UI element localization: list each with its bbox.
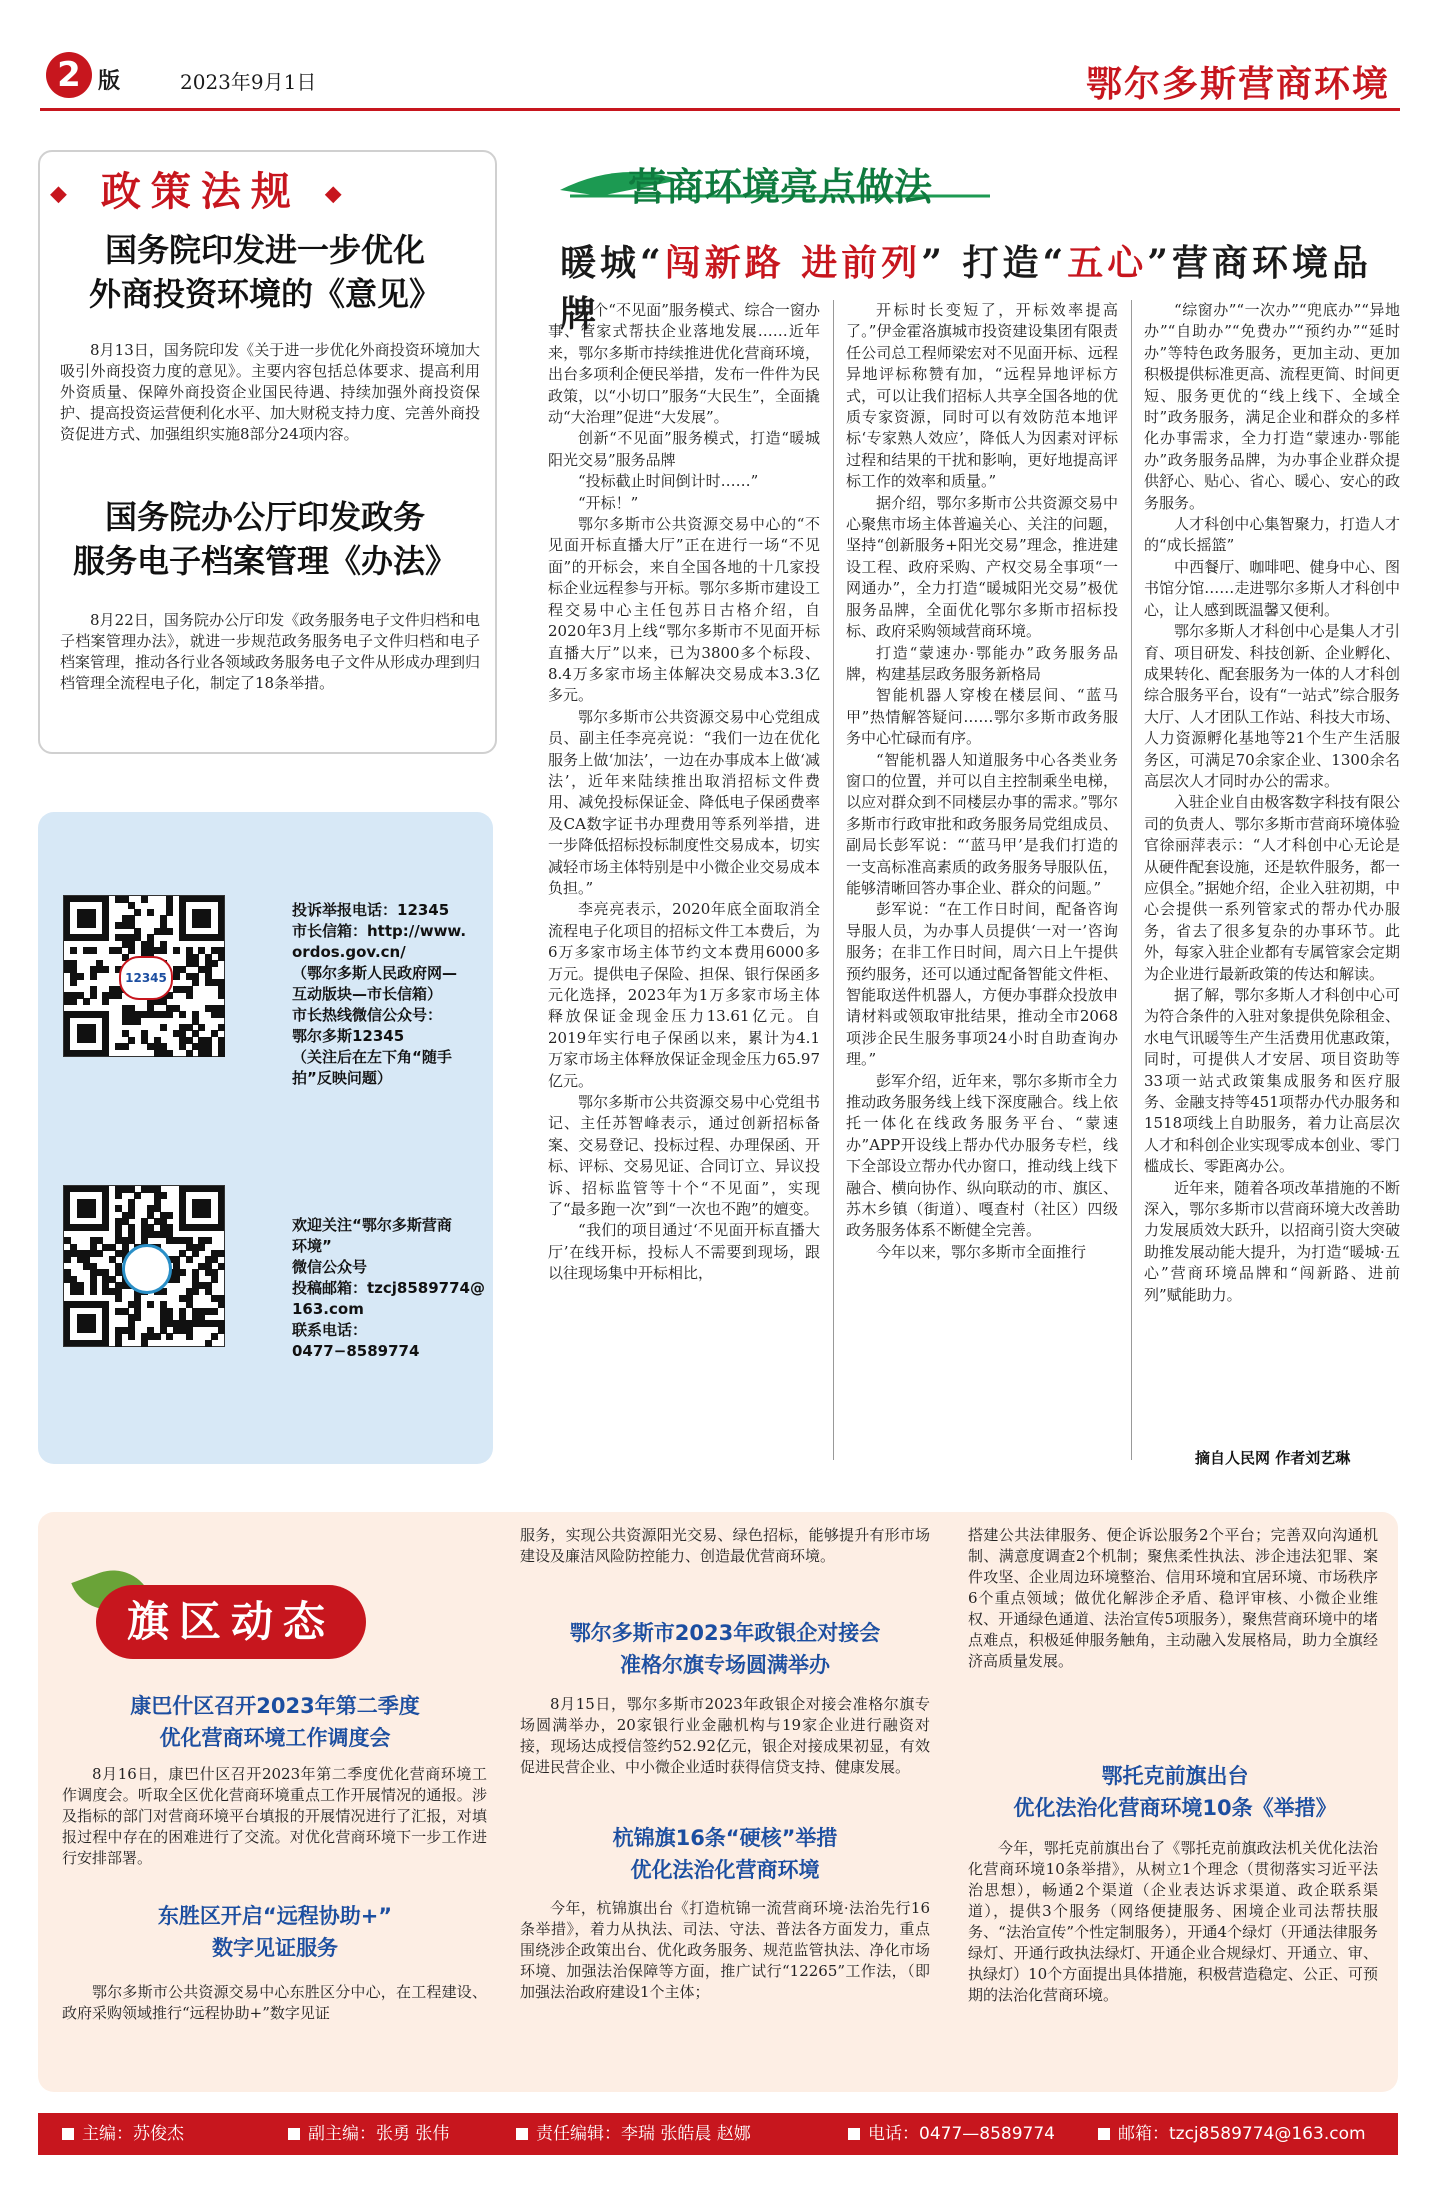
qiqu-mid-continued: 服务，实现公共资源阳光交易、绿色招标，能够提升有形市场建设及廉洁风险防控能力、创造最优营商环境。 — [520, 1526, 930, 1565]
qr-module — [96, 1250, 103, 1257]
qr-module — [134, 909, 141, 916]
qr-module — [166, 1011, 173, 1018]
qr-module — [90, 947, 97, 954]
qr-module — [70, 998, 77, 1005]
qr-finder — [77, 1024, 96, 1043]
qr-module — [173, 1276, 180, 1283]
page-header — [40, 52, 1400, 110]
paragraph: 创新“不见面”服务模式，打造“暖城阳光交易”服务品牌 — [548, 429, 820, 469]
qr-module — [128, 947, 135, 954]
qr-module — [205, 1237, 212, 1244]
qr-module — [218, 1024, 225, 1031]
qr-finder — [77, 1199, 96, 1218]
qr-module — [147, 909, 154, 916]
paragraph: “综窗办”“一次办”“兜底办”“异地办”“自助办”“免费办”“预约办”“延时办”等特色政务服务，更加主动、更加积极提供标准更高、流程更简、时间更短、服务更优的“线上线下、全域全时”政务服务，满足企业和群众的多样化办事需求，全力打造“蒙速办·鄂能办”政务服务品牌，为办事企业群众提供舒心、贴心、省心、暖心、安心的政务服务。 — [1144, 301, 1400, 512]
paragraph: 彭军介绍，近年来，鄂尔多斯市全力推动政务服务线上线下深度融合。线上依托一体化在线政务服务平台、“蒙速办”APP开设线上帮办代办服务专栏，线下全部设立帮办代办窗口，推动线上线下融合、横向协作、纵向联动的市、旗区、苏木乡镇（街道）、嘎查村（社区）四级政务服务体系不断健全完善。 — [846, 1071, 1118, 1240]
qr-module — [211, 1333, 218, 1340]
feature-headline: 暖城“闯新路 进前列” 打造“五心”营商环境品牌 — [560, 242, 1372, 335]
qr-module — [70, 947, 77, 954]
qr-module — [218, 1250, 225, 1257]
square-icon — [516, 2128, 528, 2140]
feature-banner-title: 营商环境亮点做法 — [628, 164, 933, 209]
qr-module — [173, 947, 180, 954]
column-divider — [1131, 300, 1132, 1460]
qr-module — [198, 1024, 205, 1031]
wechat-logo-icon — [122, 1244, 172, 1294]
paragraph: “智能机器人知道服务中心各类业务窗口的位置，并可以自主控制乘坐电梯，以应对群众到不同楼层办事的需求。”鄂尔多斯市行政审批和政务服务局党组成员、副局长彭军说：“‘蓝马甲’是我们打造的一支高标准高素质的政务服务导服队伍，能够清晰回答办事企业、群众的问题。” — [846, 750, 1118, 897]
qr-finder — [192, 909, 211, 928]
qr-module — [218, 954, 225, 961]
paragraph: 十个“不见面”服务模式、综合一窗办事、管家式帮扶企业落地发展……近年来，鄂尔多斯市持续推进优化营商环境，出台多项利企便民举措，发布一件件为民政策，以“小切口”服务“大民生”，全面撬动“大治理”促进“大发展”。 — [548, 301, 820, 427]
feature-column-3 — [1144, 300, 1400, 1306]
footer-deputy-editor: 副主编：张勇 张伟 — [288, 2113, 449, 2155]
paragraph: 近年来，随着各项改革措施的不断深入，鄂尔多斯市以营商环境大改善助力发展质效大跃升，以招商引资大突破助推发展动能大提升，为打造“暖城·五心”营商环境品牌和“闯新路、进前列”赋能助力。 — [1144, 1178, 1400, 1304]
qr-module — [115, 992, 122, 999]
paragraph: 打造“蒙速办·鄂能办”政务服务品牌，构建基层政务服务新格局 — [846, 643, 1118, 683]
footer-phone: 电话：0477—8589774 — [848, 2113, 1055, 2155]
qr-module — [122, 1043, 129, 1050]
qr-module — [147, 1301, 154, 1308]
qr-module — [211, 1276, 218, 1283]
policy-section-title: ◆ 政策法规 ◆ — [50, 169, 352, 215]
article1-headline: 国务院印发进一步优化 外商投资环境的《意见》 — [88, 231, 441, 313]
column-divider — [833, 300, 834, 1460]
article2-headline: 国务院办公厅印发政务 服务电子档案管理《办法》 — [72, 498, 457, 580]
qr-finder — [77, 1314, 96, 1333]
page-suffix: 版 — [98, 69, 121, 94]
qr-module — [160, 1192, 167, 1199]
qiqu-article3-headline: 鄂尔多斯市2023年政银企对接会 准格尔旗专场圆满举办 — [569, 1621, 881, 1677]
qr2-caption: 欢迎关注“鄂尔多斯营商 环境” 微信公众号 投稿邮箱：tzcj8589774@ 163.com 联系电话：0477−8589774 — [292, 1216, 485, 1360]
qr-module — [115, 1340, 122, 1347]
qr1-caption: 投诉举报电话：12345 市长信箱：http://www. ordos.gov.cn/ （鄂尔多斯人民政府网— 互动版块—市长信箱） 市长热线微信公众号： 鄂尔多斯12345 （关注后在左下角“随手 拍”反映问题） — [292, 901, 467, 1087]
qr-module — [90, 1288, 97, 1295]
paragraph: 鄂尔多斯人才科创中心是集人才引育、项目研发、科技创新、企业孵化、成果转化、配套服务为一体的人才科创综合服务平台，设有“一站式”综合服务大厅、人才团队工作站、科技大市场、人力资源孵化基地等21个生产生活服务区，可满足70余家企业、1300余名高层次人才同时办公的需求。 — [1144, 622, 1400, 790]
qr-module — [192, 1288, 199, 1295]
qiqu-right-continued: 搭建公共法律服务、便企诉讼服务2个平台；完善双向沟通机制、满意度调查2个机制；聚焦柔性执法、涉企违法犯罪、案件攻坚、企业周边环境整治、信用环境和宜居环境、市场秩序6个重点领域；做优化解涉企矛盾、稳评审核、小微企业维权、开通绿色通道、法治宣传5项服务），聚焦营商环境中的堵点难点，积极延伸服务触角，主动融入发展格局，助力全旗经济高质量发展。 — [968, 1526, 1378, 1670]
qr-finder — [77, 909, 96, 928]
footer-duty-editor: 责任编辑：李瑞 张皓晨 赵娜 — [516, 2113, 751, 2155]
qr-module — [205, 1340, 212, 1347]
feature-column-2 — [846, 300, 1118, 1263]
paragraph: 中西餐厅、咖啡吧、健身中心、图书馆分馆……走进鄂尔多斯人才科创中心，让人感到既温馨又便利。 — [1144, 557, 1400, 619]
qr-module — [134, 1018, 141, 1025]
qr-module — [160, 947, 167, 954]
qiqu-article1-headline: 康巴什区召开2023年第二季度 优化营商环境工作调度会 — [130, 1694, 420, 1750]
qr-module — [211, 960, 218, 967]
qr-module — [70, 979, 77, 986]
qr-module — [218, 1050, 225, 1057]
paragraph: 鄂尔多斯市公共资源交易中心的“不见面开标直播大厅”正在进行一场“不见面”的开标会，来自全国各地的十几家投标企业远程参与开标。鄂尔多斯市建设工程交易中心主任包苏日古格介绍，自2020年3月上线“鄂尔多斯市不见面开标直播大厅”以来，已为3800多个标段、8.4万多家市场主体解决交易成本3.3亿多元。 — [548, 515, 820, 705]
qr-module — [192, 1250, 199, 1257]
qr-module — [179, 1011, 186, 1018]
qr-module — [134, 1192, 141, 1199]
diamond-icon: ◆ — [50, 181, 77, 207]
paragraph: “开标！” — [578, 493, 639, 512]
qiqu-article5-body: 今年，鄂托克前旗出台了《鄂托克前旗政法机关优化法治化营商环境10条举措》，从树立1个理念（贯彻落实习近平法治思想），畅通2个渠道（企业表达诉求渠道、政企联系渠道），提供3个服务（网络便捷服务、困境企业司法帮扶服务、“法治宣传”个性定制服务），开通4个绿灯（开通法律服务绿灯、开通行政执法绿灯、开通企业合规绿灯、开通立、审、执绿灯）10个方面提出具体措施，积极营造稳定、公正、可预期的法治化营商环境。 — [968, 1839, 1378, 2004]
qr-module — [115, 1295, 122, 1302]
qr-module — [218, 1011, 225, 1018]
issue-date: 2023年9月1日 — [180, 70, 317, 94]
feature-column-1 — [548, 300, 820, 1285]
footer-bar — [38, 2113, 1398, 2155]
qr-module — [102, 998, 109, 1005]
qr-module — [166, 1333, 173, 1340]
qr-module — [128, 1333, 135, 1340]
qr-module — [141, 896, 148, 903]
paragraph: 据了解，鄂尔多斯人才科创中心可为符合条件的入驻对象提供免除租金、水电气讯暖等生产生活费用优惠政策，同时，可提供人才安居、项目资助等33项一站式政策集成服务和医疗服务、金融支持等451项帮办代办服务和1518项线上自助服务，着力让高层次人才和科创企业实现零成本创业、零门槛成长、零距离办公。 — [1144, 986, 1400, 1176]
qr-module — [192, 979, 199, 986]
qr-module — [141, 1340, 148, 1347]
header-rule — [40, 108, 1400, 111]
qiqu-section-title: 旗区动态 — [96, 1585, 366, 1659]
paragraph: “我们的项目通过‘不见面开标直播大厅’在线开标，投标人不需要到现场，跟以往现场集中开标相比， — [548, 1221, 820, 1283]
qr-module — [179, 1269, 186, 1276]
qiqu-article3-body: 8月15日，鄂尔多斯市2023年政银企对接会准格尔旗专场圆满举办，20家银行业金融机构与19家企业进行融资对接，现场达成授信签约52.92亿元，银企对接成果初显，有效促进民营企业、中小微企业适时获得信贷支持、健康发展。 — [520, 1695, 930, 1776]
qr-module — [128, 1212, 135, 1219]
qr-module — [83, 998, 90, 1005]
paragraph: 入驻企业自由极客数字科技有限公司的负责人、鄂尔多斯市营商环境体验官徐丽萍表示：“人才科创中心无论是从硬件配套设施，还是软件服务，都一应俱全。”据她介绍，企业入驻初期，中心会提供一系列管家式的帮办代办服务，省去了很多复杂的办事环节。此外，每家入驻企业都有专属管家会定期为企业进行最新政策的传达和解读。 — [1144, 793, 1400, 983]
qr-module — [90, 992, 97, 999]
qr-module — [77, 1288, 84, 1295]
qr-module — [186, 1050, 193, 1057]
logo-12345: 12345 — [119, 956, 173, 1000]
square-icon — [62, 2128, 74, 2140]
square-icon — [1098, 2128, 1110, 2140]
article2-body: 8月22日，国务院办公厅印发《政务服务电子文件归档和电子档案管理办法》，就进一步规范政务服务电子文件归档和电子档案管理，推动各行业各领域政务服务电子文件从形成办理到归档管理全流程电子化，制定了18条举措。 — [60, 611, 481, 692]
qiqu-article5-headline: 鄂托克前旗出台 优化法治化营商环境10条《举措》 — [1013, 1764, 1337, 1820]
qr-module — [102, 966, 109, 973]
qiqu-article4-body: 今年，杭锦旗出台《打造杭锦一流营商环境·法治先行16条举措》，着力从执法、司法、守法、普法各方面发力，重点围绕涉企政策出台、优化政务服务、规范监管执法、净化市场环境、加强法治保障等方面，推广试行“12265”工作法，（即加强法治政府建设1个主体； — [520, 1899, 930, 2001]
qr-module — [160, 1024, 167, 1031]
qr-module — [64, 1256, 71, 1263]
qr-module — [166, 928, 173, 935]
qr-code-12345 — [63, 895, 225, 1057]
paragraph: 彭军说：“在工作日时间，配备咨询导服人员，为办事人员提供‘一对一’咨询服务；在非工作日时间，周六日上午提供预约服务，还可以通过配备智能文件柜、智能取送件机器人，方便办事群众投放申请材料或领取审批结果，推动全市2068项涉企民生服务事项24小时自助查询办理。” — [846, 900, 1118, 1069]
qr-module — [186, 1256, 193, 1263]
qr-module — [198, 1244, 205, 1251]
qr-module — [218, 992, 225, 999]
qr-module — [211, 1308, 218, 1315]
qiqu-article2-headline: 东胜区开启“远程协助+” 数字见证服务 — [157, 1904, 393, 1960]
qr-code-wechat — [63, 1185, 225, 1347]
diamond-icon: ◆ — [324, 181, 352, 207]
qr-module — [186, 992, 193, 999]
paragraph: 人才科创中心集智聚力，打造人才的“成长摇篮” — [1144, 515, 1400, 555]
qr-module — [166, 1212, 173, 1219]
page-number-badge: 2 — [46, 52, 92, 98]
footer-chief-editor: 主编：苏俊杰 — [62, 2113, 184, 2155]
qiqu-article2-body: 鄂尔多斯市公共资源交易中心东胜区分中心，在工程建设、政府采购领域推行“远程协助+”数字见证 — [62, 1983, 487, 2022]
qr-module — [90, 973, 97, 980]
square-icon — [848, 2128, 860, 2140]
qr-finder — [192, 1199, 211, 1218]
paragraph: 据介绍，鄂尔多斯市公共资源交易中心聚焦市场主体普遍关心、关注的问题，坚持“创新服务+阳光交易”理念，推进建设工程、政府采购、产权交易全事项“一网通办”，全力打造“暖城阳光交易”极优服务品牌，全面优化鄂尔多斯市招标投标、政府采购领域营商环境。 — [846, 493, 1118, 641]
paragraph: 智能机器人穿梭在楼层间、“蓝马甲”热情解答疑问……鄂尔多斯市政务服务中心忙碌而有序。 — [846, 686, 1118, 748]
qr-module — [115, 1192, 122, 1199]
qr-module — [166, 1050, 173, 1057]
qr-module — [77, 973, 84, 980]
qr-module — [128, 1037, 135, 1044]
qr-module — [218, 1263, 225, 1270]
paragraph: 李亮亮表示，2020年底全面取消全流程电子化项目的招标文件工本费后，为6万多家市场主体节约文本费用6000多万元。提供电子保险、担保、银行保函多元化选择，2023年为1万多家市场主体释放保证金现金压力13.61亿元。自2019年实行电子保函以来，累计为4.1万家市场主体释放保证金现金压力65.97亿元。 — [548, 900, 820, 1090]
feature-byline: 摘自人民网 作者刘艺琳 — [1195, 1449, 1351, 1467]
qr-module — [154, 1333, 161, 1340]
qiqu-article4-headline: 杭锦旗16条“硬核”举措 优化法治化营商环境 — [612, 1826, 838, 1882]
paragraph: 鄂尔多斯市公共资源交易中心党组成员、副主任李亮亮说：“我们一边在优化服务上做‘加法’，一边在办事成本上做‘减法’，近年来陆续推出取消招标文件费用、减免投标保证金、降低电子保函费率及CA数字证书办理费用等系列举措，进一步降低招标投标制度性交易成本，切实减轻市场主体特别是中小微企业交易成本负担。” — [548, 707, 820, 897]
qr-module — [134, 1314, 141, 1321]
qr-module — [173, 973, 180, 980]
qr-module — [186, 1333, 193, 1340]
square-icon — [288, 2128, 300, 2140]
paragraph: 开标时长变短了，开标效率提高了。”伊金霍洛旗城市投资建设集团有限责任公司总工程师梁宏对不见面开标、远程异地评标称赞有加，“远程异地评标方式，可以让我们招标人共享全国各地的优质专家资源，同时可以有效防范本地评标‘专家熟人效应’，降低人为因素对评标过程和结果的干扰和影响，更好地提高评标工作的效率和质量。” — [846, 301, 1118, 491]
qr-module — [166, 909, 173, 916]
qr-module — [205, 1050, 212, 1057]
footer-email: 邮箱：tzcj8589774@163.com — [1098, 2113, 1366, 2155]
paragraph: 鄂尔多斯市公共资源交易中心党组书记、主任苏智峰表示，通过创新招标备案、交易登记、投标过程、办理保函、开标、评标、交易见证、合同订立、异议投诉、招标监管等十个“不见面”，实现了“最多跑一次”到“一次也不跑”的嬗变。 — [548, 1093, 820, 1219]
article1-body: 8月13日，国务院印发《关于进一步优化外商投资环境加大吸引外商投资力度的意见》。主要内容包括总体要求、提高利用外资质量、保障外商投资企业国民待遇、持续加强外商投资保护、提高投资运营便利化水平、加大财税支持力度、完善外商投资促进方式、加强组织实施8部分24项内容。 — [60, 341, 481, 443]
qr-module — [218, 1327, 225, 1334]
paragraph: “投标截止时间倒计时……” — [578, 472, 759, 491]
paragraph: 今年以来，鄂尔多斯市全面推行 — [876, 1242, 1087, 1261]
paper-name: 鄂尔多斯营商环境 — [1085, 64, 1390, 105]
qiqu-article1-body: 8月16日，康巴什区召开2023年第二季度优化营商环境工作调度会。听取全区优化营商环境重点工作开展情况的通报。涉及指标的部门对营商环境平台填报的开展情况进行了汇报，对填报过程中存在的困难进行了交流。对优化营商环境下一步工作进行安排部署。 — [62, 1765, 487, 1867]
qr-module — [218, 1301, 225, 1308]
